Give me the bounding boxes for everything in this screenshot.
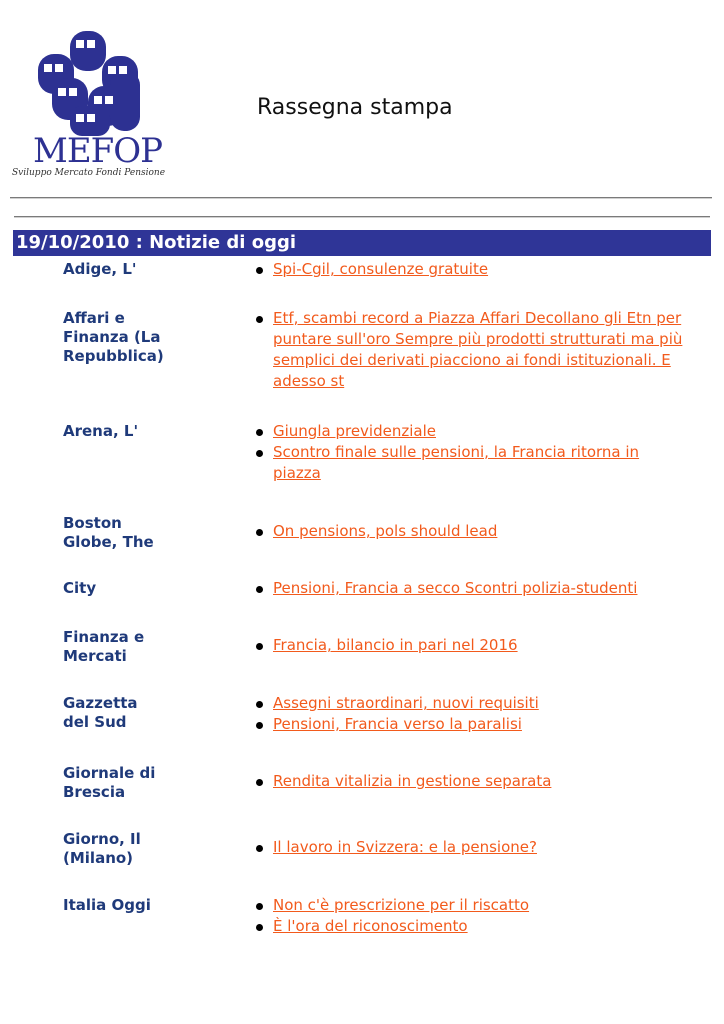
article-item <box>255 916 695 937</box>
article-link[interactable]: È l'ora del riconoscimento <box>273 917 468 935</box>
article-item <box>255 693 695 714</box>
article-link[interactable]: Non c'è prescrizione per il riscatto <box>273 896 530 914</box>
source-name: Gazzetta del Sud <box>63 694 138 731</box>
article-item <box>255 895 695 916</box>
article-list <box>255 521 695 542</box>
bullet-icon <box>256 779 263 786</box>
source-name: Adige, L' <box>63 260 137 278</box>
bullet-icon <box>256 924 263 931</box>
article-item <box>255 259 695 280</box>
article-list <box>255 259 695 280</box>
bullet-icon <box>256 316 263 323</box>
article-link[interactable]: Spi-Cgil, consulenze gratuite <box>273 260 489 278</box>
article-list <box>255 578 695 599</box>
article-list <box>255 895 695 937</box>
article-item <box>255 714 695 735</box>
divider-top <box>10 197 712 199</box>
article-item <box>255 421 675 442</box>
article-link[interactable]: Pensioni, Francia a secco Scontri polizia-studenti <box>273 579 638 597</box>
source-name: Finanza e Mercati <box>63 628 145 665</box>
logo-wordmark: MEFOP <box>33 131 162 171</box>
bullet-icon <box>256 722 263 729</box>
bullet-icon <box>256 450 263 457</box>
article-item <box>255 578 695 599</box>
source-name: Affari e Finanza (La Repubblica) <box>63 309 164 365</box>
article-link[interactable]: Rendita vitalizia in gestione separata <box>273 772 552 790</box>
article-link[interactable]: Assegni straordinari, nuovi requisiti <box>273 694 539 712</box>
article-link[interactable]: Scontro finale sulle pensioni, la Francia ritorna in piazza <box>273 443 640 482</box>
source-name: Giornale di Brescia <box>63 764 156 801</box>
article-link[interactable]: Il lavoro in Svizzera: e la pensione? <box>273 838 537 856</box>
article-item <box>255 635 695 656</box>
logo-tagline: Sviluppo Mercato Fondi Pensione <box>12 168 166 178</box>
bullet-icon <box>256 903 263 910</box>
bullet-icon <box>256 529 263 536</box>
bullet-icon <box>256 586 263 593</box>
bullet-icon <box>256 701 263 708</box>
article-link[interactable]: On pensions, pols should lead <box>273 522 498 540</box>
article-list <box>255 837 695 858</box>
article-item <box>255 308 685 392</box>
source-name: Giorno, Il (Milano) <box>63 830 141 867</box>
article-link[interactable]: Pensioni, Francia verso la paralisi <box>273 715 522 733</box>
page-title: Rassegna stampa <box>257 95 453 120</box>
date-heading: 19/10/2010 : Notizie di oggi <box>16 232 297 253</box>
source-name: Boston Globe, The <box>63 514 154 551</box>
article-link[interactable]: Francia, bilancio in pari nel 2016 <box>273 636 518 654</box>
date-bar <box>13 230 711 256</box>
article-item <box>255 771 695 792</box>
article-list <box>255 421 675 484</box>
article-item <box>255 521 695 542</box>
article-list <box>255 308 685 392</box>
article-item <box>255 837 695 858</box>
source-name: Italia Oggi <box>63 896 151 914</box>
bullet-icon <box>256 643 263 650</box>
article-item <box>255 442 675 484</box>
article-list <box>255 693 695 735</box>
article-link[interactable]: Etf, scambi record a Piazza Affari Decollano gli Etn per puntare sull'oro Sempre più prodotti strutturati ma più semplici dei derivati piacciono ai fondi istituzionali. E adesso st <box>273 309 683 390</box>
bullet-icon <box>256 845 263 852</box>
article-list <box>255 771 695 792</box>
source-name: City <box>63 579 97 597</box>
source-name: Arena, L' <box>63 422 139 440</box>
bullet-icon <box>256 429 263 436</box>
article-list <box>255 635 695 656</box>
article-link[interactable]: Giungla previdenziale <box>273 422 436 440</box>
divider-bottom <box>14 216 710 218</box>
bullet-icon <box>256 267 263 274</box>
